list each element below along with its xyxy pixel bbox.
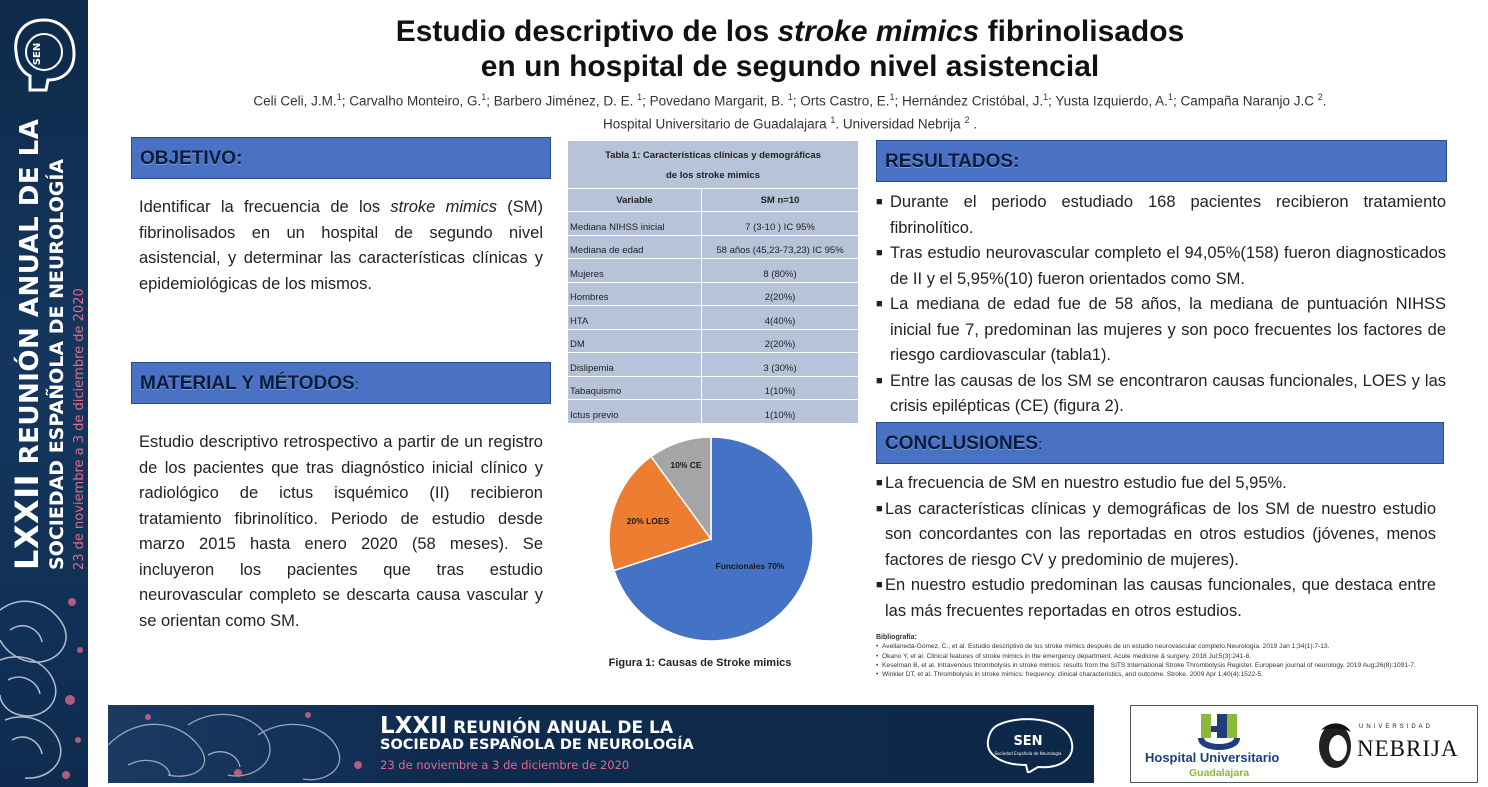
banner-sen-text: SEN <box>1013 734 1043 749</box>
section-objetivo <box>131 137 551 179</box>
nebrija-name: NEBRIJA <box>1357 736 1459 761</box>
section-conclusiones: CONCLUSIONES: <box>876 422 1444 464</box>
hospital-city: Guadalajara <box>1189 767 1250 779</box>
section-material-metodos: MATERIAL Y MÉTODOS: <box>131 362 551 404</box>
table-row: Mediana NIHSS inicial 7 (3-10 ) IC 95% <box>568 212 859 236</box>
conclusiones-list <box>876 471 1436 624</box>
banner-sen-subtext: Sociedad Española de Neurología <box>994 751 1062 756</box>
table-row: HTA 4(40%) <box>568 306 859 330</box>
table-1 <box>567 140 859 424</box>
section-resultados-title: RESULTADOS: <box>885 151 1020 172</box>
section-objetivo-title: OBJETIVO: <box>140 148 243 169</box>
table-row: Tabaquismo 1(10%) <box>568 376 859 400</box>
list-item: ■ La frecuencia de SM en nuestro estudio fue del 5,95%. <box>876 474 1287 492</box>
banner-line1: LXXII REUNIÓN ANUAL DE LA <box>380 713 674 739</box>
poster-title <box>120 14 1460 84</box>
list-item: ■ Durante el periodo estudiado 168 pacientes recibieron tratamiento fibrinolítico. <box>876 193 1446 237</box>
banner-sen-logo <box>978 717 1078 773</box>
bibliography <box>876 633 1446 679</box>
table-row: Hombres 2(20%) <box>568 282 859 306</box>
table-header-variable: Variable <box>568 189 702 212</box>
title-line2: en un hospital de segundo nivel asistencial <box>480 50 1100 83</box>
title-line1: Estudio descriptivo de los stroke mimics fibrinolisados <box>395 15 1185 48</box>
sen-logo-text: SEN <box>32 42 43 66</box>
vertical-congress-title <box>8 119 87 570</box>
title-emphasis: stroke mimics <box>777 15 980 48</box>
pie-chart <box>600 432 830 647</box>
bibliography-item: • Avellaneda-Gómez, C., et al. Estudio descriptivo de los stroke mimics después de un estudio neurovascular completo.Neurología. 2019 Jan 1;34(1):7-13. <box>876 642 1446 651</box>
table-caption: Tabla 1: Características clínicas y demográficas de los stroke mimics <box>568 141 859 189</box>
table-row: Mujeres 8 (80%) <box>568 259 859 283</box>
author-list: Celi Celi, J.M.$^1$; Carvalho Monteiro, G.$^1$; Barbero Jiménez, D. E. $^1$; Povedano Margarit, B. $^1$; Orts Castro, E.$^1$; Hernández Cristóbal, J.$^1$; Yusta Izquierdo, A.$^1$; Campaña Naranjo J.C $^2$. <box>253 92 1327 109</box>
material-text: Estudio descriptivo retrospectivo a partir de un registro de los pacientes que tras diagnóstico inicial clínico y radiológico de ictus isquémico (II) recibieron tratamiento fibrinolítico. Periodo de estudio desde marzo 2015 hasta enero 2020 (58 meses). Se incluyeron los pacientes que tras estudio neurovascular completo se descarta causa vascular y se orientan como SM. <box>139 433 543 630</box>
brain-decoration <box>0 590 88 787</box>
table-row: Mediana de edad 58 años (45,23-73,23) IC 95% <box>568 235 859 259</box>
bibliography-item: • Okano Y, et al. Clinical features of stroke mimics in the emergency department. Acute medicine & surgery. 2018 Jul;5(3):241-8. <box>876 652 1446 661</box>
authors-block <box>150 88 1430 133</box>
table-row: Ictus previo 1(10%) <box>568 400 859 424</box>
bibliography-title: Bibliografía: <box>876 634 917 641</box>
banner-decoration <box>108 705 408 783</box>
vt-line1: REUNIÓN ANUAL DE LA <box>15 118 45 474</box>
institution-logos <box>1130 705 1478 783</box>
list-item: ■ La mediana de edad fue de 58 años, la mediana de puntuación NIHSS inicial fue 7, predominan las mujeres y son poco frecuentes los factores de riesgo cardiovascular (tabla1). <box>876 295 1446 364</box>
list-item: ■ Las características clínicas y demográficas de los SM de nuestro estudio son concordantes con las reportadas en otros estudios (jóvenes, menos factores de riesgo CV y predominio de mujeres). <box>876 499 1436 569</box>
table-row: DM 2(20%) <box>568 329 859 353</box>
banner-line3: 23 de noviembre a 3 de diciembre de 2020 <box>380 758 630 772</box>
vt-line3: 23 de noviembre a 3 de diciembre de 2020 <box>72 288 87 570</box>
list-item: ■ En nuestro estudio predominan las causas funcionales, que destaca entre las más frecuentes reportadas en otros estudios. <box>876 576 1436 620</box>
vt-line2: SOCIEDAD ESPAÑOLA DE NEUROLOGÍA <box>46 158 68 570</box>
bibliography-item: • Winkler DT, et al. Thrombolysis in stroke mimics: frequency, clinical characteristics, and outcome. Stroke. 2009 Apr 1;40(4):1522-5. <box>876 670 1446 679</box>
vt-lxxii: LXXII <box>8 473 46 570</box>
hospital-name: Hospital Universitario <box>1145 750 1280 765</box>
figure-caption: Figura 1: Causas de Stroke mimics <box>608 657 792 669</box>
table-header-value: SM n=10 <box>702 189 859 212</box>
section-material-title: MATERIAL Y MÉTODOS <box>140 373 355 394</box>
resultados-list <box>876 190 1446 420</box>
section-resultados <box>876 140 1447 182</box>
pie-label-1: 20% LOES <box>626 516 670 526</box>
left-banner <box>0 0 88 787</box>
banner-line2: SOCIEDAD ESPAÑOLA DE NEUROLOGÍA <box>380 737 694 753</box>
list-item: ■ Tras estudio neurovascular completo el 94,05%(158) fueron diagnosticados de II y el 5,95%(10) fueron orientados como SM. <box>876 244 1446 288</box>
bottom-banner <box>108 705 1094 783</box>
pie-label-2: 10% CE <box>670 460 702 470</box>
objetivo-text: Identificar la frecuencia de los stroke mimics (SM) fibrinolisados en un hospital de segundo nivel asistencial, y determinar las características clínicas y epidemiológicas de los mismos. <box>139 198 543 293</box>
section-conclusiones-title: CONCLUSIONES <box>885 433 1039 454</box>
nebrija-subtitle: UNIVERSIDAD <box>1359 724 1434 730</box>
sen-logo <box>8 14 80 104</box>
bibliography-item: • Keselman B, et al. Intravenous thrombolysis in stroke mimics: results from the SITS International Stroke Thrombolysis Register. European journal of neurology. 2019 Aug;26(8):1091-7. <box>876 661 1446 670</box>
table-row: Dislipemia 3 (30%) <box>568 353 859 377</box>
pie-label-0: Funcionales 70% <box>715 561 785 571</box>
affiliations: Hospital Universitario de Guadalajara $^1$. Universidad Nebrija $^2$ . <box>603 114 977 131</box>
characteristics-table <box>567 140 859 424</box>
list-item: ■ Entre las causas de los SM se encontraron causas funcionales, LOES y las crisis epilépticas (CE) (figura 2). <box>876 371 1446 415</box>
